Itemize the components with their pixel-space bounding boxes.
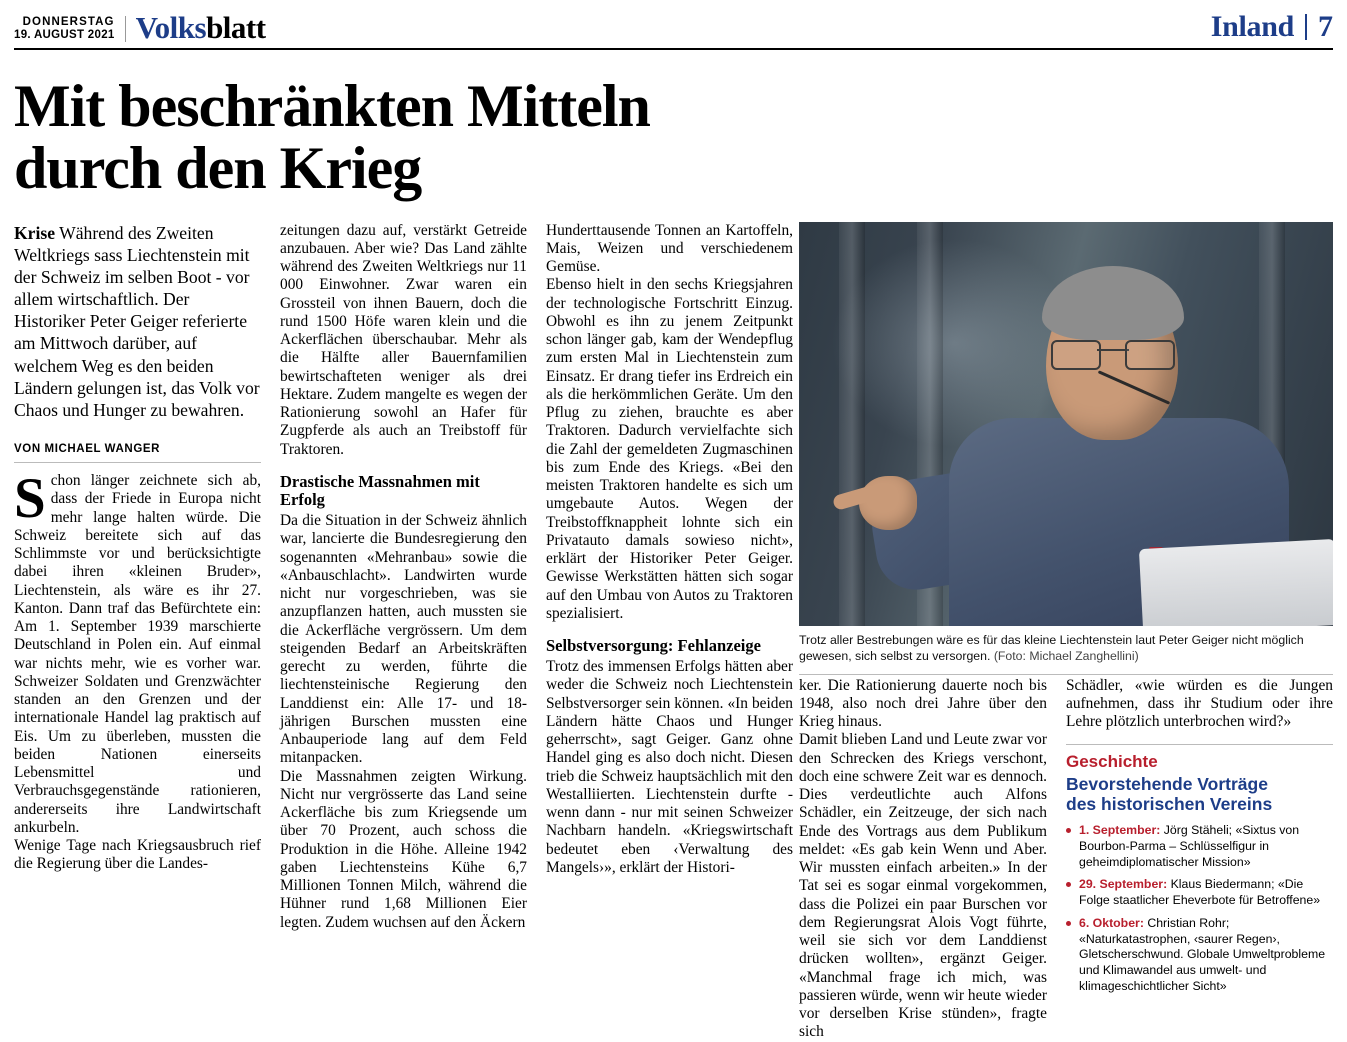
article-photo	[799, 222, 1333, 626]
paragraph-c3-1: Hunderttausende Tonnen an Kartoffeln, Mais, Weizen und verschiedenem Gemüse.	[546, 221, 793, 276]
paragraph-c5-1: Schädler, «wie würden es die Jungen aufnehmen, dass ihr Studium oder ihre Lehre plötzlich unterbrochen wird?»	[1066, 676, 1333, 731]
column-three	[546, 222, 812, 932]
masthead	[14, 0, 1333, 50]
glasses-lens-right	[1125, 340, 1175, 370]
masthead-left	[14, 9, 266, 45]
page-number: 7	[1318, 10, 1333, 43]
event-date: 29. September:	[1079, 877, 1168, 892]
photo-speaker-glasses	[1051, 340, 1175, 366]
paragraph-c2-2: Da die Situation in der Schweiz ähnlich war, lancierte die Bundesregierung den sogenannten «Mehranbau» sowie die «Anbauschlacht». Landwirten wurde nicht nur vorgeschrieben, was sie anzupflanzen hatten, auch mussten sie die Ackerfläche vergrössern. Um dem steigenden Bedarf an Arbeitskräften gerecht zu werden, führte die liechtensteinische Regierung den Landdienst ein: Alle 17- und 18-jährigen Burschen mussten eine Anbauperiode lang auf dem Feld mitanpacken.	[280, 512, 527, 767]
lead-label: Krise	[14, 222, 56, 243]
issue-date	[14, 16, 126, 42]
paragraph-c3-3: Trotz des immensen Erfolgs hätten aber weder die Schweiz noch Liechtenstein Selbstversorger sein können. «In beiden Ländern hätte Chaos und Hunger geherrscht», sagt Geiger. Ganz ohne Handel ging es also doch nicht. Diesen trieb die Schweiz hauptsächlich mit den Westalliierten. Liechtenstein durfte - wenn dann - nur mit seinen Schweizer Nachbarn handeln. «Kriegswirtschaft bedeutet eben ‹Verwaltung des Mangels›», erklärt der Histori-	[546, 658, 793, 876]
column-two	[280, 222, 546, 932]
photo-caption-text: Trotz aller Bestrebungen wäre es für das kleine Liechtenstein laut Peter Geiger nicht möglich gewesen, sich selbst zu versorgen.	[799, 632, 1304, 663]
brand-part-one: Volks	[135, 9, 207, 45]
geschichte-kicker: Geschichte	[1066, 752, 1158, 772]
geschichte-title	[1066, 774, 1333, 814]
photo-caption	[799, 633, 1333, 675]
subheading-selbstversorgung: Selbstversorgung: Fehlanzeige	[546, 636, 761, 656]
column-four	[799, 677, 1066, 1042]
glasses-lens-left	[1051, 340, 1101, 370]
section-divider	[1305, 14, 1307, 40]
subheading-drastische-massnahmen: Drastische Massnahmen mit Erfolg	[280, 471, 480, 509]
newspaper-logo	[135, 9, 266, 45]
event-date: 6. Oktober:	[1079, 915, 1144, 930]
brand-part-two: blatt	[206, 9, 266, 45]
paragraph-c3-2: Ebenso hielt in den sechs Kriegsjahren der technologische Fortschritt Einzug. Obwohl es ihn zu jenem Zeitpunkt schon länger gab, kam der Wendepflug zum ersten Mal in Liechtenstein zum Einsatz. Er drang tiefer ins Erdreich ein als die herkömmlichen Geräte. Um den Pflug zu ziehen, brauchte es aber Traktoren. Dadurch vervielfachte sich die Zahl der gemeldeten Zugmaschinen bis zum Ende des Kriegs. «Bei den meisten Traktoren handelte es sich um umgebaute Autos. Wegen der Treibstoffknappheit lohnte sich ein Privatauto damals sowieso nicht», erklärt der Historiker Peter Geiger. Gewisse Werkstätten hätten sich sogar auf den Umbau von Autos zu Traktoren spezialisiert.	[546, 276, 793, 622]
article-body	[14, 221, 1333, 1041]
photo-block	[799, 222, 1333, 675]
issue-weekday: DONNERSTAG	[22, 15, 115, 28]
list-item	[1066, 877, 1333, 908]
lead-paragraph	[14, 222, 261, 421]
section-name: Inland	[1210, 10, 1294, 43]
photo-credit: (Foto: Michael Zanghellini)	[993, 648, 1139, 663]
event-text: Christian Rohr; «Naturkatastrophen, ‹saurer Regen›, Gletscherschwund. Globale Umweltprobleme und Klimawandel aus umwelt- und klimageschichtlicher Sicht»	[1079, 915, 1326, 993]
event-date: 1. September:	[1079, 823, 1161, 838]
list-item	[1066, 916, 1333, 995]
paragraph-c1-1: Schon länger zeichnete sich ab, dass der Friede in Europa nicht mehr lange halten würde. Die Schweiz bereitete sich auf das Schlimmste vor und berücksichtigte dabei ihren «kleinen Bruder», Liechtenstein, als wäre es ihr 27. Kanton. Dann traf das Befürchtete ein: Am 1. September 1939 marschierte Deutschland in Polen ein. Auf einmal war nichts mehr, wie es vorher war. Schweizer Soldaten und Grenzwächter standen an den Grenzen und der internationale Handel lag praktisch auf Eis. Um zu überleben, mussten die beiden Nationen einerseits Lebensmittel und Verbrauchsgegenstände rationieren, andererseits ihre Landwirtschaft ankurbeln.	[14, 467, 261, 836]
paragraph-c2-1: zeitungen dazu auf, verstärkt Getreide anzubauen. Aber wie? Das Land zählte während des Zweiten Weltkriegs nur 11 000 Einwohner. Zwar waren ein Grossteil von ihnen Bauern, doch die rund 1500 Höfe waren klein und die Ackerflächen überschaubar. Mehr als die Hälfte aller Bauernfamilien bewirtschafteten weniger als drei Hektare. Zudem mangelte es wegen der Rationierung sowohl an Hafer für Zugpferde als auch an Treibstoff für Traktoren.	[280, 221, 527, 458]
paragraph-c1-2: Wenige Tage nach Kriegsausbruch rief die Regierung über die Landes-	[14, 837, 261, 873]
paragraph-c4-1: ker. Die Rationierung dauerte noch bis 1948, also noch drei Jahre über den Krieg hinaus.	[799, 676, 1047, 731]
event-text: Jörg Stäheli; «Sixtus von Bourbon-Parma – Schlüsselfigur in geheimdiplomatischer Mission»	[1079, 823, 1300, 869]
column-five	[1066, 677, 1333, 1042]
photo-laptop	[1139, 539, 1333, 626]
column-one	[14, 222, 280, 932]
geschichte-event-list	[1066, 823, 1333, 994]
event-text: Klaus Biedermann; «Die Folge staatlicher Eheverbote für Betroffene»	[1079, 877, 1321, 908]
photo-pipe-left	[839, 222, 865, 626]
paragraph-c2-3: Die Massnahmen zeigten Wirkung. Nicht nur vergrösserte das Land seine Ackerfläche bis zum Kriegsende um über 70 Prozent, auch schoss die Produktion in die Höhe. Alleine 1942 gaben Liechtensteins Kühe 6,7 Millionen Tonnen Milch, während die Hühner rund 1,68 Millionen Eier legten. Zudem wuchsen auf den Äckern	[280, 767, 527, 931]
photo-highlight	[831, 238, 1077, 448]
issue-date-number: 19. AUGUST 2021	[14, 28, 115, 41]
list-item	[1066, 823, 1333, 870]
lower-right-columns	[799, 677, 1333, 1042]
paragraph-c4-2: Damit blieben Land und Leute zwar vor den Schrecken des Kriegs verschont, doch eine schwere Zeit war es dennoch. Dies verdeutlichte auch Alfons Schädler, ein Zeitzeuge, der sich nach Ende des Vortrags aus dem Publikum meldet: «Es gab kein Wenn und Aber. Wir mussten einfach arbeiten.» In der Tat sei es sogar einmal vorgekommen, dass die Polizei ein paar Burschen vor dem Regierungsrat Alois Vogt führte, weil sie sich vor dem Landdienst drücken wollten», ergänzt Geiger. «Manchmal frage ich mich, was passieren würde, wenn wir heute wieder vor derselben Krise stünden», fragte sich	[799, 731, 1047, 1041]
geschichte-title-line1: Bevorstehende Vorträge	[1066, 774, 1268, 795]
geschichte-box	[1066, 744, 1333, 994]
geschichte-title-line2: des historischen Vereins	[1066, 794, 1273, 815]
lead-text: Während des Zweiten Weltkriegs sass Liechtenstein mit der Schweiz im selben Boot - vor allem wirtschaftlich. Der Historiker Peter Geiger referierte am Mittwoch darüber, auf welchem Weg es den beiden Ländern gelungen ist, das Volk vor Chaos und Hunger zu bewahren.	[14, 222, 260, 420]
photo-speaker-hand	[859, 476, 917, 530]
byline: VON MICHAEL WANGER	[14, 443, 261, 463]
section-header	[1211, 12, 1333, 42]
article-headline: Mit beschränkten Mitteln durch den Krieg	[14, 73, 650, 201]
